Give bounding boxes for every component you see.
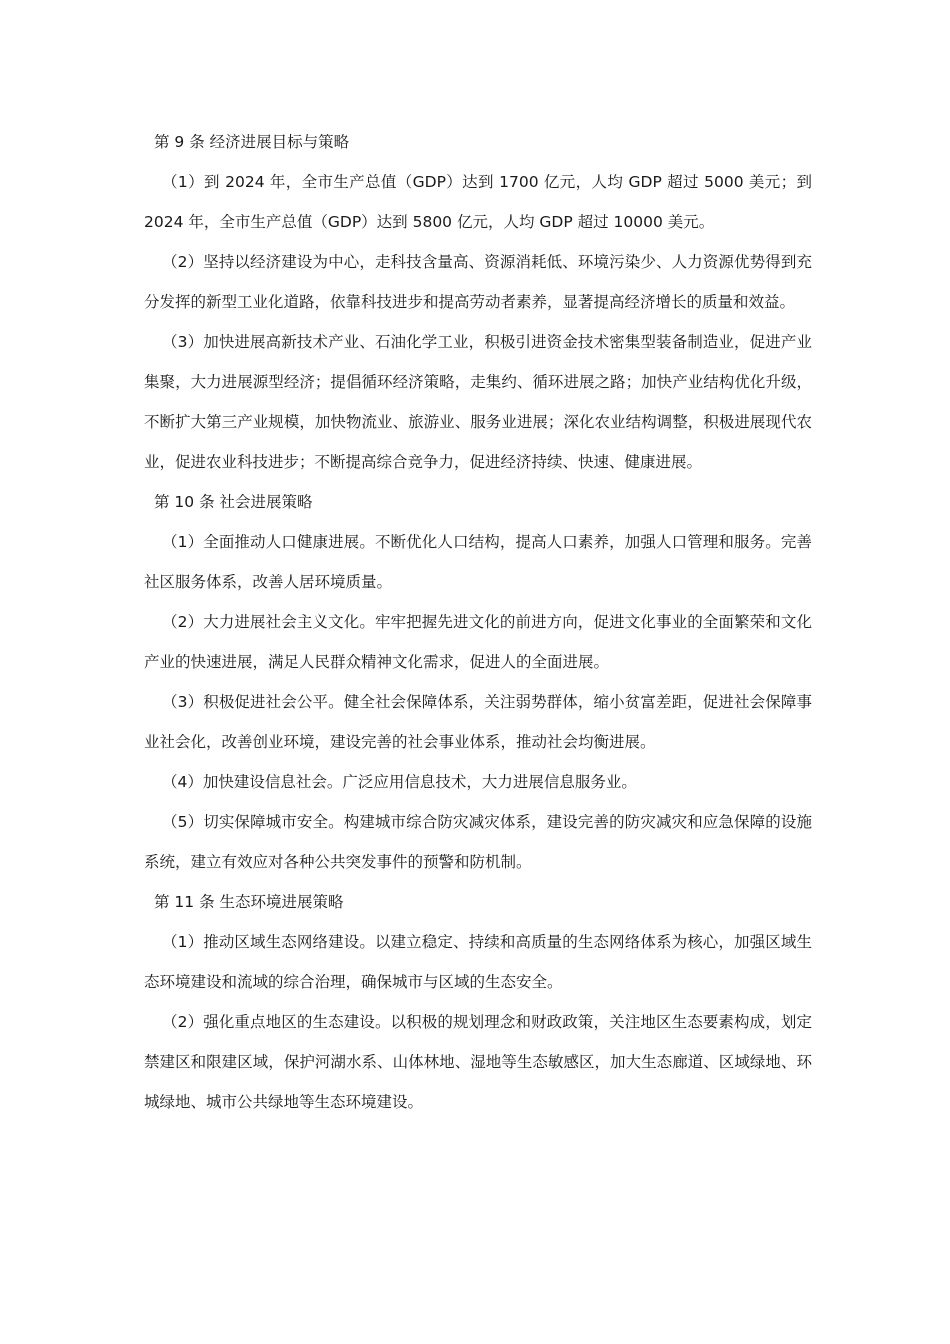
- article-heading: 第 10 条 社会进展策略: [154, 493, 313, 511]
- article-10: [144, 482, 812, 882]
- paragraph: （5）切实保障城市安全。构建城市综合防灾减灾体系，建设完善的防灾减灾和应急保障的设施系统，建立有效应对各种公共突发事件的预警和防机制。: [144, 813, 812, 871]
- paragraph: （4）加快建设信息社会。广泛应用信息技术，大力进展信息服务业。: [162, 773, 637, 791]
- article-heading: 第 11 条 生态环境进展策略: [154, 893, 344, 911]
- paragraph: （1）推动区域生态网络建设。以建立稳定、持续和高质量的生态网络体系为核心，加强区域生态环境建设和流域的综合治理，确保城市与区域的生态安全。: [144, 933, 812, 991]
- paragraph: （2）大力进展社会主义文化。牢牢把握先进文化的前进方向，促进文化事业的全面繁荣和文化产业的快速进展，满足人民群众精神文化需求，促进人的全面进展。: [144, 613, 812, 671]
- paragraph: （3）积极促进社会公平。健全社会保障体系，关注弱势群体，缩小贫富差距，促进社会保障事业社会化，改善创业环境，建设完善的社会事业体系，推动社会均衡进展。: [144, 693, 812, 751]
- article-9: [144, 122, 812, 482]
- paragraph: （2）强化重点地区的生态建设。以积极的规划理念和财政政策，关注地区生态要素构成，划定禁建区和限建区域，保护河湖水系、山体林地、湿地等生态敏感区，加大生态廊道、区域绿地、环城绿地、城市公共绿地等生态环境建设。: [144, 1013, 812, 1111]
- document-body: [144, 122, 812, 1122]
- paragraph: （2）坚持以经济建设为中心，走科技含量高、资源消耗低、环境污染少、人力资源优势得到充分发挥的新型工业化道路，依靠科技进步和提高劳动者素养，显著提高经济增长的质量和效益。: [144, 253, 812, 311]
- article-11: [144, 882, 812, 1122]
- paragraph: （3）加快进展高新技术产业、石油化学工业，积极引进资金技术密集型装备制造业，促进产业集聚，大力进展源型经济；提倡循环经济策略，走集约、循环进展之路；加快产业结构优化升级，不断扩大第三产业规模，加快物流业、旅游业、服务业进展；深化农业结构调整，积极进展现代农业，促进农业科技进步；不断提高综合竞争力，促进经济持续、快速、健康进展。: [144, 333, 812, 471]
- paragraph: （1）到 2024 年，全市生产总值（GDP）达到 1700 亿元，人均 GDP 超过 5000 美元；到 2024 年，全市生产总值（GDP）达到 5800 亿元，人均 GDP 超过 10000 美元。: [144, 173, 812, 231]
- article-heading: 第 9 条 经济进展目标与策略: [154, 133, 350, 151]
- paragraph: （1）全面推动人口健康进展。不断优化人口结构，提高人口素养，加强人口管理和服务。完善社区服务体系，改善人居环境质量。: [144, 533, 812, 591]
